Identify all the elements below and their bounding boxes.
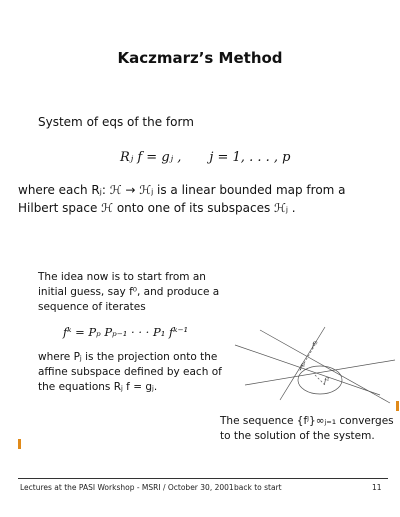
footer-rule — [18, 478, 388, 479]
constraint-line-1 — [235, 345, 380, 395]
description-text: where each Rⱼ: ℋ → ℋⱼ is a linear bounded map from a Hilbert space ℋ onto one of its subspaces ℋⱼ . — [18, 183, 346, 215]
equation-rhs: j = 1, . . . , p — [209, 150, 291, 165]
intro-text: System of eqs of the form — [38, 115, 194, 129]
projection-text: where Pⱼ is the projection onto the affine subspace defined by each of the equations Rⱼ f = gⱼ. — [38, 351, 222, 393]
slide-title: Kaczmarz’s Method — [117, 49, 283, 67]
equation-system — [120, 150, 290, 165]
idea-text: The idea now is to start from an initial guess, say f⁰, and produce a sequence of iterates — [38, 271, 220, 313]
footer-workshop: Lectures at the PASI Workshop - MSRI / October 30, 2001 — [20, 483, 234, 492]
orange-marker-left — [18, 439, 21, 449]
convergence-text: The sequence {fʲ}∞ⱼ₌₁ converges to the solution of the system. — [220, 415, 394, 442]
diagram-label-f2: f² — [324, 377, 330, 385]
diagram-label-f1: f¹ — [300, 363, 306, 371]
orange-marker-right — [396, 401, 399, 411]
diagram-label-f0: f⁰ — [312, 341, 318, 349]
kaczmarz-diagram — [230, 325, 400, 405]
equation-lhs: Rⱼ f = gⱼ , — [120, 150, 182, 165]
iteration-equation: fᵏ = Pₚ Pₚ₋₁ · · · P₁ fᵏ⁻¹ — [63, 325, 189, 339]
page-number: 11 — [372, 483, 382, 492]
back-to-start-link[interactable]: back to start — [234, 483, 282, 492]
